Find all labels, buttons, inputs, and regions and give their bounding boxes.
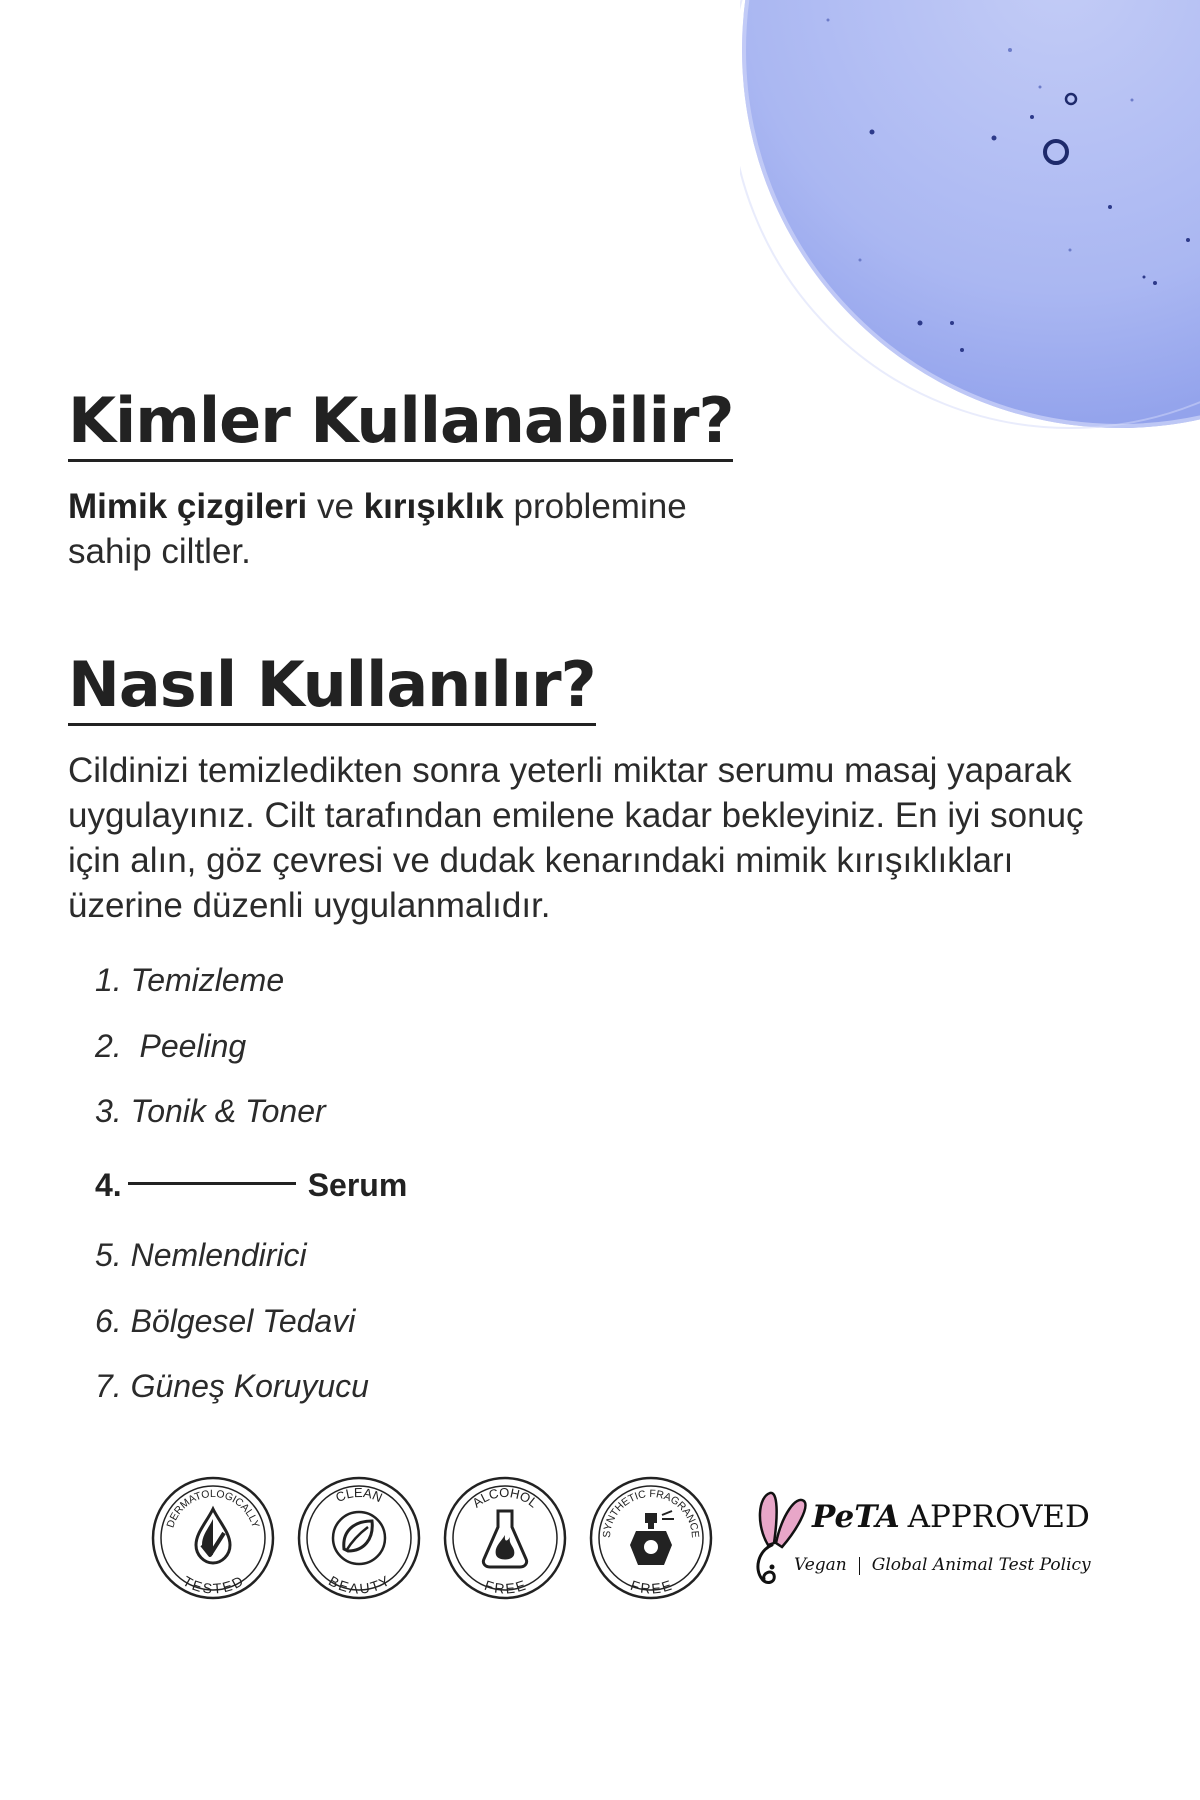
how-to-use-title: Nasıl Kullanılır? [68, 650, 596, 726]
flame-flask-badge [442, 1475, 568, 1601]
peta-separator [859, 1557, 860, 1575]
peta-title [812, 1499, 1090, 1535]
badge-top-text: ALCOHOL [469, 1484, 541, 1511]
peta-approved-logo [748, 1485, 1091, 1595]
who-can-use-title: Kimler Kullanabilir? [68, 386, 733, 462]
step-number: 3. [95, 1093, 122, 1129]
peta-logo-text: PeTA [812, 1499, 900, 1535]
flame-flask-icon [483, 1511, 526, 1567]
step-number: 6. [95, 1303, 122, 1339]
who-can-use-text [68, 484, 768, 574]
who-text-rest: problemine sahip ciltler. [68, 487, 687, 571]
drop-check-badge [150, 1475, 276, 1601]
step-number: 1. [95, 962, 122, 998]
step-label: Peeling [121, 1028, 247, 1064]
step-label: Bölgesel Tedavi [121, 1303, 356, 1339]
badge-top-text: DERMATOLOGICALLY [164, 1487, 262, 1530]
routine-step [95, 1028, 246, 1065]
who-bold-wrinkle: kırışıklık [363, 487, 504, 526]
badge-bottom-text: FREE [482, 1576, 528, 1597]
routine-step [95, 1237, 307, 1274]
badge-top-text: SYNTHETIC FRAGRANCE [600, 1487, 702, 1539]
perfume-bottle-badge [588, 1475, 714, 1601]
who-text-and: ve [307, 487, 364, 526]
step-label: Temizleme [121, 962, 285, 998]
step-number: 2. [95, 1028, 122, 1064]
step-number: 7. [95, 1368, 122, 1404]
peta-approved-text: APPROVED [907, 1499, 1090, 1535]
routine-step [95, 1368, 369, 1405]
badge-bottom-text: TESTED [180, 1572, 246, 1597]
peta-vegan-text: Vegan [794, 1555, 847, 1575]
peta-policy-text: Global Animal Test Policy [871, 1555, 1091, 1575]
badge-top-text: CLEAN [333, 1484, 385, 1506]
step-number: 5. [95, 1237, 122, 1273]
routine-step [95, 1093, 326, 1130]
badge-bottom-text: FREE [628, 1576, 674, 1597]
step-label: Güneş Koruyucu [121, 1368, 369, 1404]
step-number: 4. [95, 1167, 122, 1203]
leaf-icon [333, 1512, 385, 1564]
bunny-icon [748, 1485, 808, 1595]
step-label: Serum [307, 1167, 408, 1203]
leaf-badge [296, 1475, 422, 1601]
how-to-use-text: Cildinizi temizledikten sonra yeterli miktar serumu masaj yaparak uygulayınız. Cilt tarafından emilene kadar bekleyiniz. En iyi sonuç için alın, göz çevresi ve dudak kenarındaki mimik kırışıklıkları üzerine düzenli uygulanmalıdır. [68, 751, 1084, 925]
current-step-pointer-line [128, 1182, 296, 1185]
step-label: Tonik & Toner [121, 1093, 326, 1129]
routine-step [95, 1303, 355, 1340]
routine-step [95, 962, 284, 999]
drop-check-icon [196, 1509, 230, 1563]
perfume-bottle-icon [630, 1511, 674, 1565]
step-label: Nemlendirici [121, 1237, 307, 1273]
who-bold-mimic-lines: Mimik çizgileri [68, 487, 308, 526]
peta-subtitle [794, 1555, 1091, 1575]
serum-droplet-icon [740, 0, 1200, 430]
routine-step-current [95, 1167, 407, 1204]
badge-bottom-text: BEAUTY [325, 1572, 393, 1597]
